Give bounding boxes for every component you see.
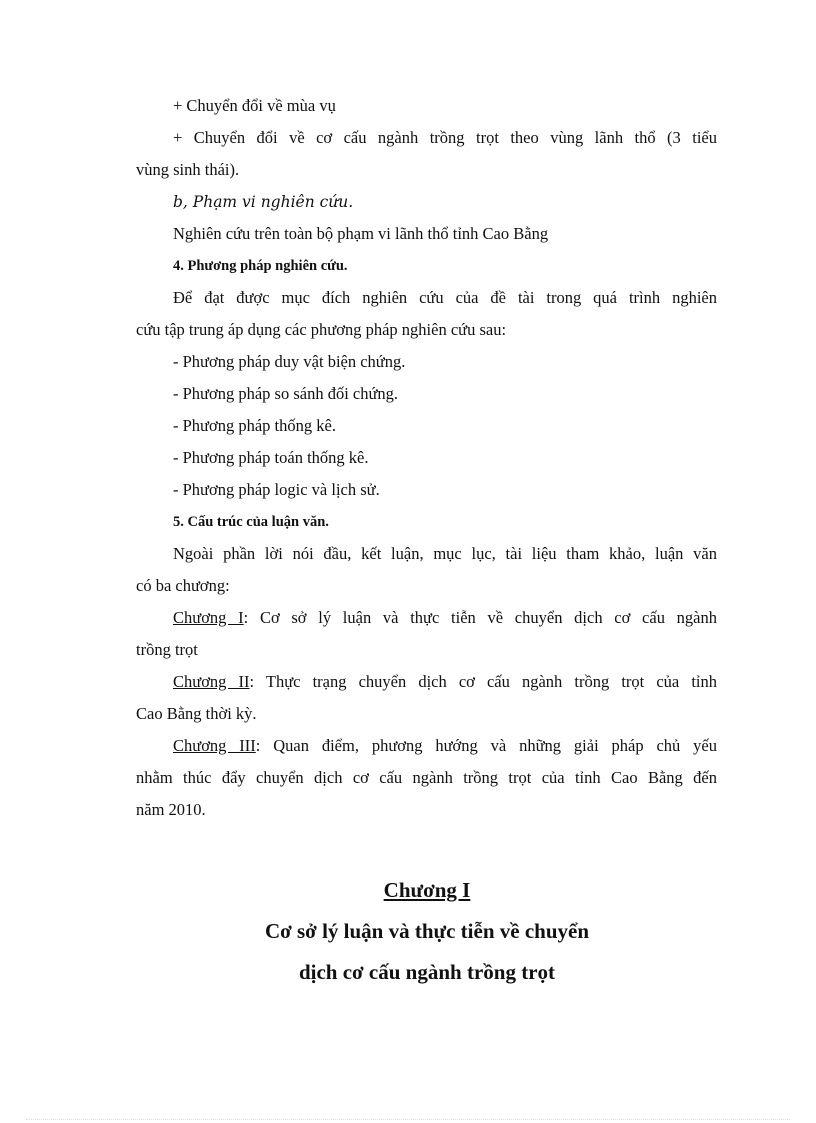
chapter-text: : Cơ sở lý luận và thực tiễn về chuyển dịch cơ cấu ngành (243, 608, 717, 627)
section-subheading: b, Phạm vi nghiên cứu. (173, 193, 354, 211)
chapter-heading (0, 870, 816, 993)
chapter-text: : Quan điểm, phương hướng và những giải pháp chủ yếu (255, 736, 717, 755)
chapter-item (136, 602, 717, 634)
chapter-item (136, 666, 717, 698)
chapter-item-continued: trồng trọt (136, 640, 198, 659)
paragraph-line: có ba chương: (136, 576, 230, 595)
chapter-item-continued: Cao Bằng thời kỳ. (136, 704, 257, 723)
method-item: - Phương pháp toán thống kê. (173, 448, 369, 467)
chapter-item (136, 730, 717, 762)
chapter-label: Chương II (173, 672, 250, 691)
paragraph-line: + Chuyển đổi về cơ cấu ngành trồng trọt theo vùng lãnh thổ (3 tiểu (173, 128, 717, 147)
chapter-subtitle: dịch cơ cấu ngành trồng trọt (298, 960, 556, 984)
paragraph-line: + Chuyển đổi về mùa vụ (173, 96, 336, 115)
paragraph-line: Nghiên cứu trên toàn bộ phạm vi lãnh thổ tỉnh Cao Bằng (173, 224, 549, 243)
body-text (136, 90, 717, 826)
chapter-label: Chương I (173, 608, 244, 627)
chapter-subtitle: Cơ sở lý luận và thực tiễn về chuyển (264, 919, 590, 943)
chapter-text: : Thực trạng chuyển dịch cơ cấu ngành trồng trọt của tỉnh (249, 672, 717, 691)
page-bottom-divider (26, 1119, 790, 1120)
chapter-title: Chương I (383, 878, 471, 902)
paragraph-line: Để đạt được mục đích nghiên cứu của đề tài trong quá trình nghiên (173, 288, 717, 307)
section-heading: 5. Cấu trúc của luận văn. (173, 514, 329, 530)
paragraph-line: Ngoài phần lời nói đầu, kết luận, mục lục, tài liệu tham khảo, luận văn (173, 544, 717, 563)
section-heading: 4. Phương pháp nghiên cứu. (173, 258, 348, 274)
method-item: - Phương pháp thống kê. (173, 416, 336, 435)
method-item: - Phương pháp logic và lịch sử. (173, 480, 380, 499)
method-item: - Phương pháp so sánh đối chứng. (173, 384, 399, 403)
paragraph-line: cứu tập trung áp dụng các phương pháp nghiên cứu sau: (136, 320, 507, 339)
chapter-label: Chương III (173, 736, 256, 755)
chapter-item-continued: năm 2010. (136, 800, 206, 819)
paragraph-line: vùng sinh thái). (136, 160, 240, 179)
method-item: - Phương pháp duy vật biện chứng. (173, 352, 406, 371)
chapter-item-continued: nhằm thúc đẩy chuyển dịch cơ cấu ngành trồng trọt của tỉnh Cao Bằng đến (136, 768, 717, 787)
